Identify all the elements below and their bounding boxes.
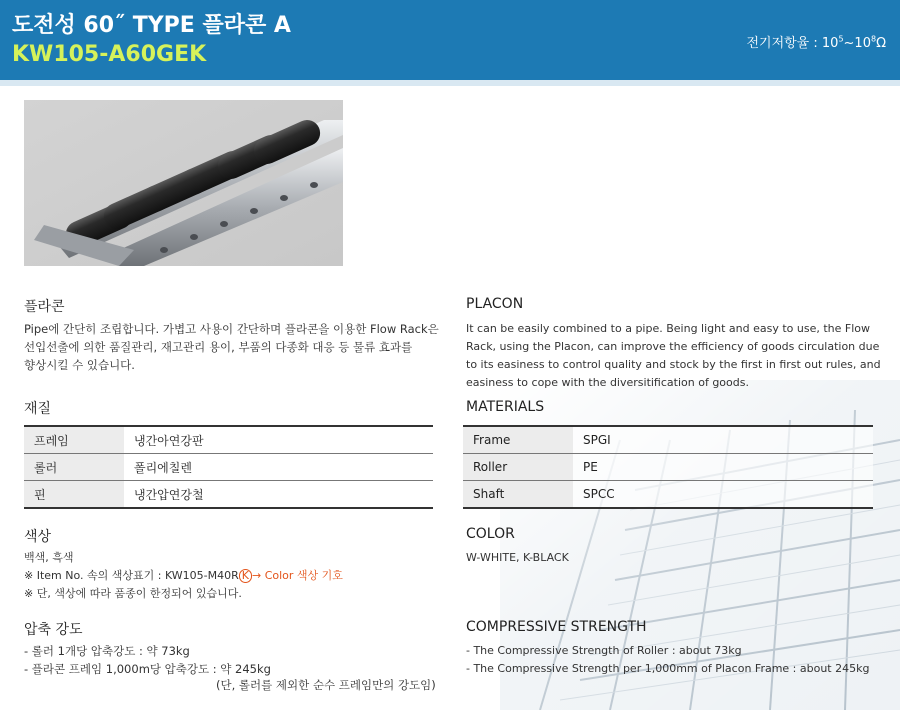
circled-color-code: K xyxy=(239,569,252,583)
strength-description-en xyxy=(466,642,869,678)
color-title-ko: 색상 xyxy=(24,529,52,545)
placon-description-ko xyxy=(24,320,439,374)
resistance-exp-high: 8 xyxy=(870,34,877,44)
materials-title-en: MATERIALS xyxy=(466,399,545,415)
strength-description-ko xyxy=(24,642,271,678)
color-title-en: COLOR xyxy=(466,526,515,542)
placon-line-ko-1: Pipe에 간단히 조립합니다. 가볍고 사용이 간단하며 플라콘을 이용한 Flow Rack은 xyxy=(24,322,439,336)
material-key: 롤러 xyxy=(24,454,124,481)
model-code: KW105-A60GEK xyxy=(12,42,207,67)
color-line-en-1: W-WHITE, K-BLACK xyxy=(466,551,569,564)
placon-line-en-1: It can be easily combined to a pipe. Being light and easy to use, the Flow xyxy=(466,322,871,335)
roller-conveyor-photo-icon xyxy=(24,100,343,266)
placon-line-en-4: easiness to cope with the diversitification of goods. xyxy=(466,376,749,389)
strength-title-en: COMPRESSIVE STRENGTH xyxy=(466,619,647,635)
strength-line-en-1: - The Compressive Strength of Roller : about 73kg xyxy=(466,644,742,657)
material-value: PE xyxy=(573,454,873,481)
strength-note-ko: (단, 롤러를 제외한 순수 프레임만의 강도임) xyxy=(216,678,436,692)
material-key: Shaft xyxy=(463,481,573,509)
materials-table-ko xyxy=(24,425,433,509)
material-key: Roller xyxy=(463,454,573,481)
placon-line-ko-2: 선입선출에 의한 품질관리, 재고관리 용이, 부품의 다종화 대응 등 물류 효과를 xyxy=(24,340,413,354)
resistance-range: ~10 xyxy=(843,36,871,51)
material-value: 냉간압연강철 xyxy=(124,481,433,509)
color-description-en xyxy=(466,549,569,567)
material-value: 냉간아연강판 xyxy=(124,426,433,454)
color-code-suffix: → Color 색상 기호 xyxy=(251,569,343,582)
material-key: 프레임 xyxy=(24,426,124,454)
header-bar xyxy=(0,0,900,86)
materials-table-en xyxy=(463,425,873,509)
resistance-unit: Ω xyxy=(876,36,886,51)
placon-description-en xyxy=(466,320,881,392)
material-value: SPCC xyxy=(573,481,873,509)
resistance-spec xyxy=(746,32,886,51)
table-row xyxy=(24,481,433,509)
table-row xyxy=(463,481,873,509)
table-row xyxy=(463,426,873,454)
strength-line-en-2: - The Compressive Strength per 1,000mm of Placon Frame : about 245kg xyxy=(466,662,870,675)
resistance-label: 전기저항율 : 10 xyxy=(746,36,839,51)
color-line-ko-3: ※ 단, 색상에 따라 품종이 한정되어 있습니다. xyxy=(24,587,242,600)
strength-title-ko: 압축 강도 xyxy=(24,622,83,638)
material-key: Frame xyxy=(463,426,573,454)
table-row xyxy=(463,454,873,481)
strength-line-ko-2: - 플라콘 프레임 1,000m당 압축강도 : 약 245kg xyxy=(24,662,271,676)
table-row xyxy=(24,454,433,481)
material-value: SPGI xyxy=(573,426,873,454)
placon-title-ko: 플라콘 xyxy=(24,299,65,315)
material-key: 핀 xyxy=(24,481,124,509)
color-description-ko xyxy=(24,549,343,603)
materials-title-ko: 재질 xyxy=(24,401,52,417)
placon-line-ko-3: 향상시킬 수 있습니다. xyxy=(24,358,135,372)
color-code-prefix: ※ Item No. 속의 색상표기 : KW105-M40R xyxy=(24,569,239,582)
table-row xyxy=(24,426,433,454)
strength-line-ko-1: - 롤러 1개당 압축강도 : 약 73kg xyxy=(24,644,190,658)
color-line-ko-2 xyxy=(24,567,343,585)
placon-line-en-3: to its easiness to control quality and stock by the first in first out rules, and xyxy=(466,358,881,371)
material-value: 폴리에칠렌 xyxy=(124,454,433,481)
placon-line-en-2: Rack, using the Placon, can improve the efficiency of goods circulation due xyxy=(466,340,880,353)
placon-title-en: PLACON xyxy=(466,296,524,312)
product-title: 도전성 60˝ TYPE 플라콘 A xyxy=(12,13,291,38)
color-line-ko-1: 백색, 흑색 xyxy=(24,551,74,564)
resistance-exp-low: 5 xyxy=(838,34,844,44)
